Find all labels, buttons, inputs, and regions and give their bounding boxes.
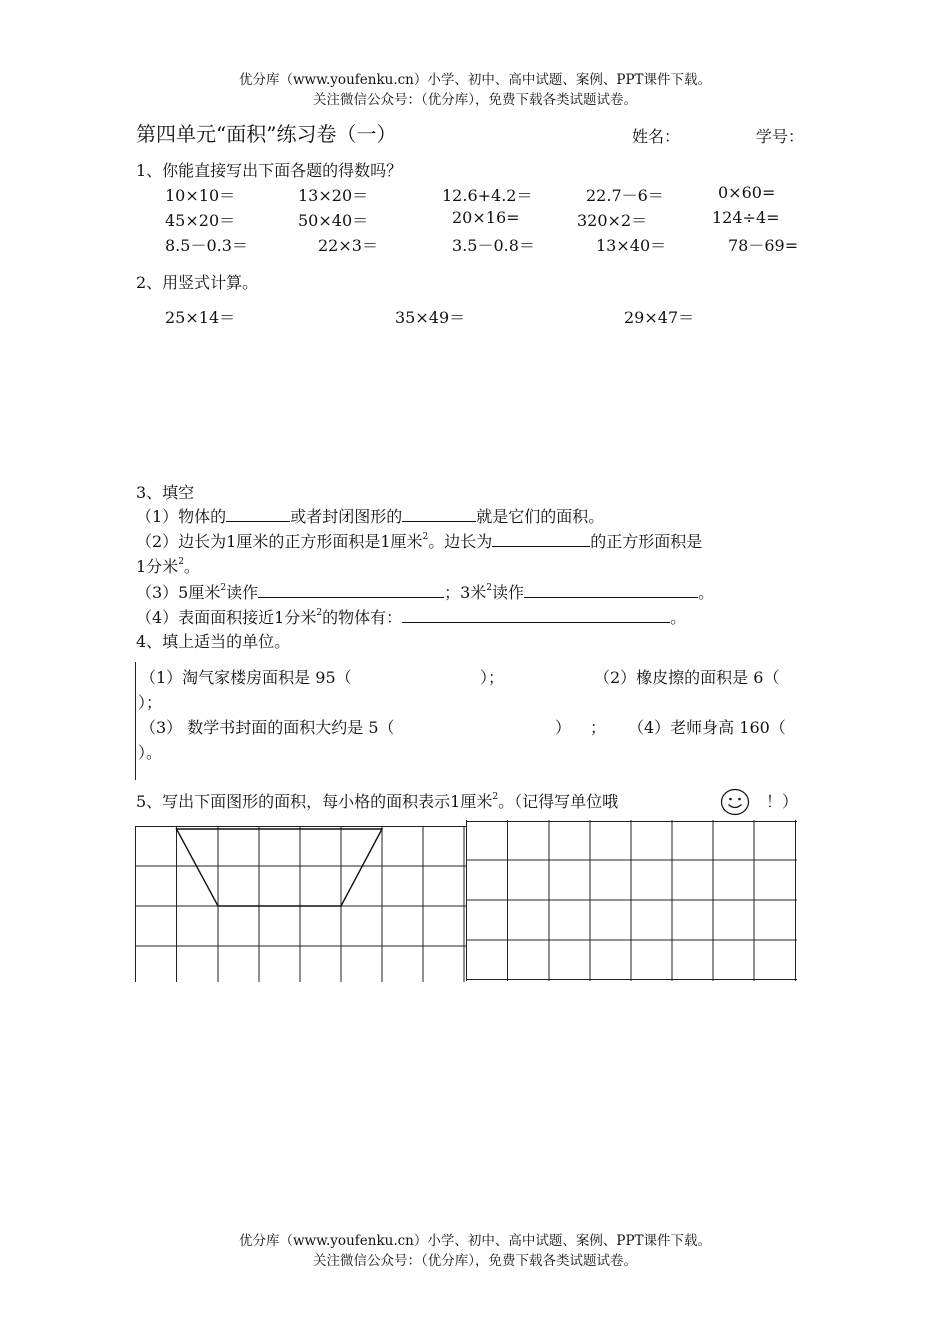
trapezoid-shape — [177, 829, 383, 906]
blank-5[interactable] — [524, 581, 698, 598]
smiley-icon — [720, 788, 750, 816]
q1-r3-c3: 3.5－0.8＝ — [452, 236, 535, 255]
q4-c-semicolon: ； — [590, 718, 607, 737]
q4-title: 4、填上适当的单位。 — [136, 632, 291, 651]
q1-r2-c2: 50×40＝ — [298, 211, 369, 230]
q3-line-1: （1）物体的 或者封闭图形的 就是它们的面积。 — [136, 507, 605, 526]
right-grid — [465, 820, 799, 982]
blank-1[interactable] — [226, 505, 290, 522]
q3-line-2: （2）边长为1厘米的正方形面积是1厘米$^2$。边长为 的正方形面积是 — [136, 532, 703, 551]
q2-item-2: 35×49＝ — [395, 308, 466, 327]
q3-line-4: （4）表面面积接近1分米$^2$的物体有： 。 — [136, 608, 687, 627]
q1-r2-c1: 45×20＝ — [165, 211, 236, 230]
q1-title: 1、你能直接写出下面各题的得数吗？ — [136, 161, 403, 180]
blank-6[interactable] — [402, 606, 670, 623]
q1-r1-c2: 13×20＝ — [298, 186, 369, 205]
left-grid — [134, 826, 468, 982]
header-line-1: 优分库（www.youfenku.cn）小学、初中、高中试题、案例、PPT课件下载。 — [238, 72, 712, 88]
q1-r2-c4: 320×2＝ — [577, 211, 648, 230]
page-title: 第四单元“面积”练习卷（一） — [136, 122, 397, 146]
name-label: 姓名： — [632, 127, 681, 146]
q1-r3-c1: 8.5－0.3＝ — [165, 236, 248, 255]
q1-r2-c5: 124÷4= — [712, 208, 780, 227]
q4-b-cont: ）； — [138, 693, 163, 712]
q4-d: （4）老师身高 160（ — [628, 718, 786, 737]
margin-line — [135, 662, 136, 780]
q1-r1-c3: 12.6+4.2＝ — [442, 186, 533, 205]
q3-title: 3、填空 — [136, 483, 195, 502]
id-label: 学号： — [756, 127, 805, 146]
q1-r1-c1: 10×10＝ — [165, 186, 236, 205]
q5-tail: ！） — [766, 792, 799, 811]
q2-item-3: 29×47＝ — [624, 308, 695, 327]
q3-line-3: （3）5厘米$^2$读作 ；3米$^2$读作 。 — [136, 583, 715, 602]
q4-a: （1）淘气家楼房面积是 95（ — [140, 668, 352, 687]
q1-r3-c5: 78－69= — [728, 236, 799, 255]
footer-line-2: 关注微信公众号：（优分库），免费下载各类试题试卷。 — [313, 1253, 637, 1269]
footer-line-1: 优分库（www.youfenku.cn）小学、初中、高中试题、案例、PPT课件下载。 — [238, 1233, 712, 1249]
header-line-2: 关注微信公众号：（优分库），免费下载各类试题试卷。 — [313, 92, 637, 108]
q1-r2-c3: 20×16= — [452, 208, 520, 227]
blank-4[interactable] — [258, 581, 444, 598]
q4-c: （3） 数学书封面的面积大约是 5（ — [140, 718, 395, 737]
q4-a-end: ）； — [480, 668, 505, 687]
q1-r3-c2: 22×3＝ — [318, 236, 378, 255]
q5-title: 5、写出下面图形的面积，每小格的面积表示1厘米$^2$。（记得写单位哦 — [136, 792, 619, 811]
q1-r1-c5: 0×60= — [718, 183, 776, 202]
q2-title: 2、用竖式计算。 — [136, 273, 259, 292]
q4-c-end: ） — [555, 718, 572, 737]
blank-3[interactable] — [492, 530, 590, 547]
q1-r3-c4: 13×40＝ — [596, 236, 667, 255]
q2-item-1: 25×14＝ — [165, 308, 236, 327]
q4-b: （2）橡皮擦的面积是 6（ — [594, 668, 780, 687]
q3-line-2b: 1分米$^2$。 — [136, 557, 200, 576]
blank-2[interactable] — [402, 505, 476, 522]
q1-r1-c4: 22.7－6＝ — [586, 186, 664, 205]
q4-d-cont: ）。 — [138, 743, 163, 762]
